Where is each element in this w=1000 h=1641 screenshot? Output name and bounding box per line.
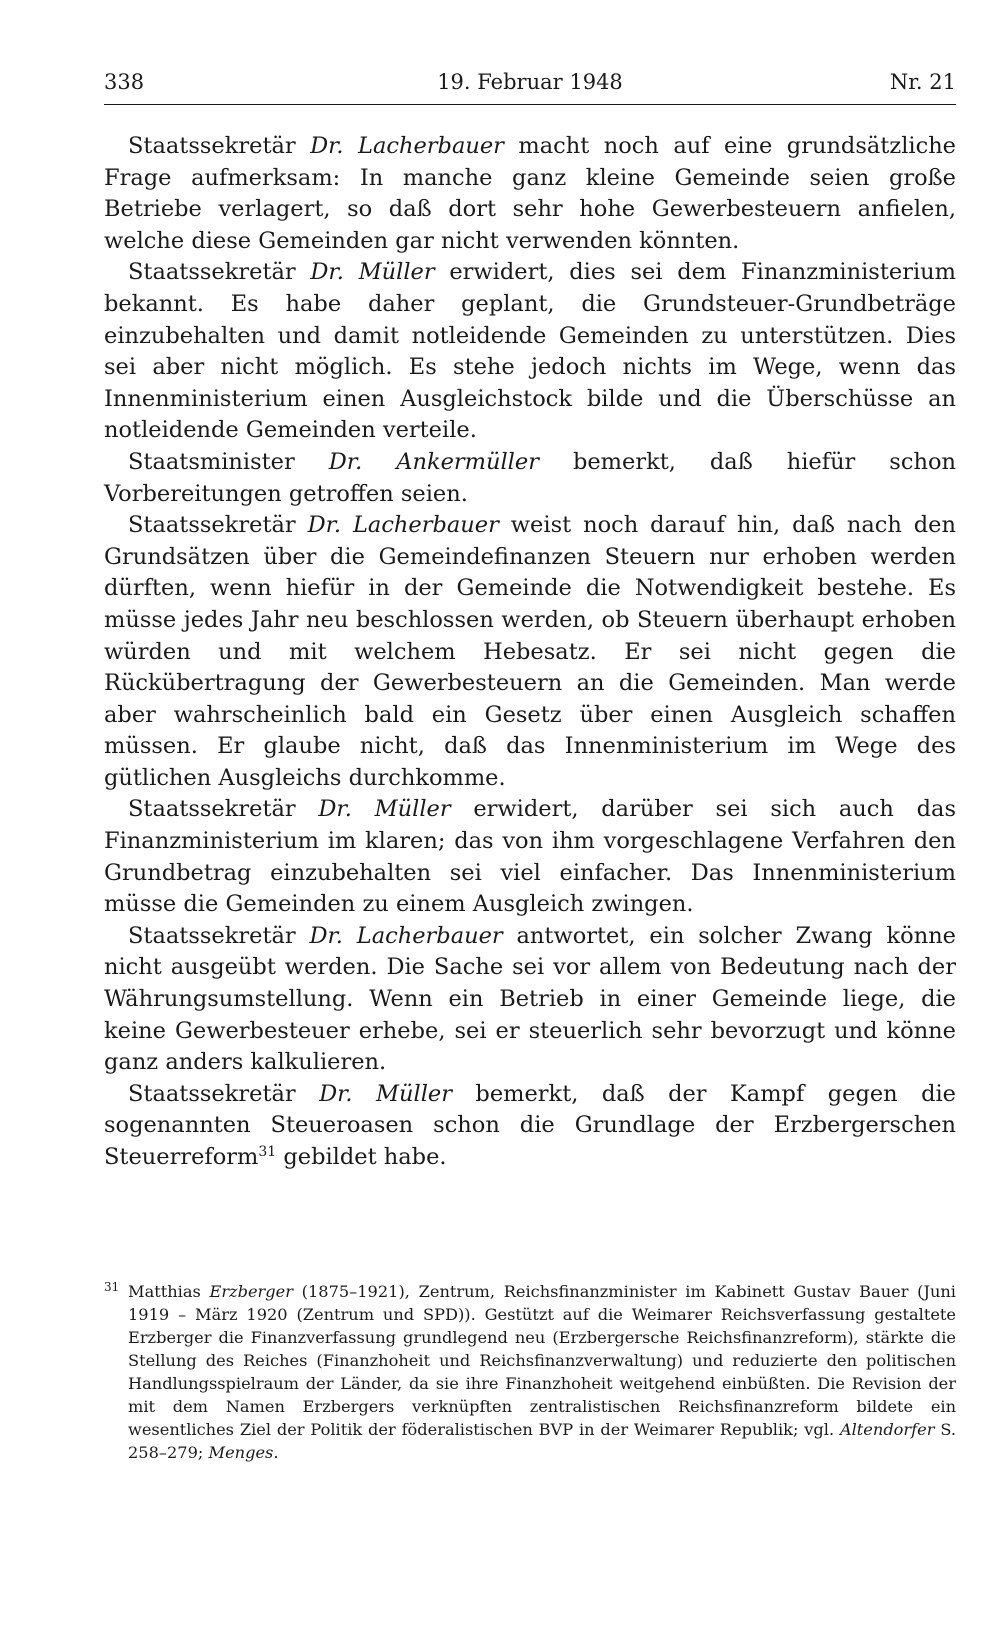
paragraph bbox=[104, 447, 956, 510]
italic-name: Dr. Ankermüller bbox=[328, 448, 539, 475]
text-run: antwortet, ein solcher Zwang könne nicht ausgeübt werden. Die Sache sei vor allem von Bedeutung nach der Währungsumstellung. Wenn ein Betrieb in einer Gemeinde liege, die keine Gewerbesteuer erhebe, sei er steuerlich sehr bevorzugt und könne ganz anders kalkulieren. bbox=[104, 922, 956, 1076]
italic-name: Dr. Müller bbox=[319, 1080, 452, 1107]
text-run: Staatssekretär bbox=[128, 259, 311, 286]
text-run: . bbox=[273, 1443, 279, 1462]
page-number: 338 bbox=[104, 70, 145, 94]
text-run: macht noch auf eine grundsätzliche Frage aufmerksam: In manche ganz kleine Gemeinde seien große Betriebe verlagert, so daß dort sehr hohe Gewerbesteuern anfielen, welche diese Gemeinden gar nicht verwenden könnten. bbox=[104, 133, 956, 254]
footnote: 31 Matthias Erzberger (1875–1921), Zentrum, Reichsfinanzminister im Kabinett Gustav Bauer (Juni 1919 – März 1920 (Zentrum und SPD)). Gestützt auf die Weimarer Reichsverfassung gestaltete Erzberger die Finanzverfassung grundlegend neu (Erzbergersche Reichsfinanzreform), stärkte die Stellung des Reiches (Finanzhoheit und Reichsfinanzverwaltung) und reduzierte den politischen Handlungsspielraum der Länder, da sie ihre Finanzhoheit weitgehend einbüßten. Die Revision der mit dem Namen Erzbergers verknüpften zentralistischen Reichsfinanzreform bildete ein wesentliches Ziel der Politik der föderalistischen BVP in der Weimarer Republik; vgl. Altendorfer S. 258–279; Menges. bbox=[104, 1280, 956, 1462]
text-run: erwidert, dies sei dem Finanzministerium bekannt. Es habe daher geplant, die Grundsteuer-Grundbeträge einzubehalten und damit notleidende Gemeinden zu unterstützen. Dies sei aber nicht möglich. Es stehe jedoch nichts im Wege, wenn das Innenministerium einen Ausgleichstock bilde und die Überschüsse an notleidende Gemeinden verteile. bbox=[104, 259, 956, 444]
text-run: Staatsminister bbox=[128, 448, 329, 475]
text-run: Staatssekretär bbox=[128, 512, 308, 539]
footnotes bbox=[104, 1280, 956, 1464]
italic-name: Dr. Müller bbox=[310, 259, 435, 286]
text-run: bemerkt, daß der Kampf gegen die sogenannten Steueroasen schon die Grundlage der Erzbergerschen Steuerreform bbox=[104, 1080, 956, 1170]
text-run: weist noch darauf hin, daß nach den Grundsätzen über die Gemeindefinanzen Steuern nur erhoben werden dürften, wenn hiefür in der Gemeinde die Notwendigkeit bestehe. Es müsse jedes Jahr neu beschlossen werden, ob Steuern überhaupt erhoben würden und mit welchem Hebesatz. Er sei nicht gegen die Rückübertragung der Gewerbesteuern an die Gemeinden. Man werde aber wahrscheinlich bald ein Gesetz über einen Ausgleich schaffen müssen. Er glaube nicht, daß das Innenministerium im Wege des gütlichen Ausgleichs durchkomme. bbox=[104, 512, 956, 791]
text-run: Matthias bbox=[128, 1282, 210, 1301]
paragraph bbox=[104, 1079, 956, 1174]
text-run: Staatssekretär bbox=[128, 922, 310, 949]
text-run: Staatssekretär bbox=[128, 796, 319, 823]
main-text bbox=[104, 131, 956, 1174]
text-run: gebildet habe. bbox=[276, 1144, 447, 1170]
italic-name: Dr. Lacherbauer bbox=[309, 922, 503, 949]
header-date: 19. Februar 1948 bbox=[437, 70, 623, 94]
paragraph bbox=[104, 510, 956, 794]
italic-name: Dr. Müller bbox=[318, 796, 451, 823]
text-run: Staatssekretär bbox=[128, 1080, 320, 1107]
paragraph bbox=[104, 921, 956, 1079]
italic-name: Menges bbox=[208, 1443, 274, 1462]
page-header bbox=[104, 64, 956, 105]
italic-name: Erzberger bbox=[209, 1282, 293, 1301]
paragraph bbox=[104, 257, 956, 447]
text-run: (1875–1921), Zentrum, Reichsfinanzminister im Kabinett Gustav Bauer (Juni 1919 – März 1920 (Zentrum und SPD)). Gestützt auf die Weimarer Reichsverfassung gestaltete Erzberger die Finanzverfassung grundlegend neu (Erzbergersche Reichsfinanzreform), stärkte die Stellung des Reiches (Finanzhoheit und Reichsfinanzverwaltung) und reduzierte den politischen Handlungsspielraum der Länder, da sie ihre Finanzhoheit weitgehend einbüßten. Die Revision der mit dem Namen Erzbergers verknüpften zentralistischen Reichsfinanzreform bildete ein wesentliches Ziel der Politik der föderalistischen BVP in der Weimarer Republik; vgl. bbox=[128, 1282, 956, 1439]
italic-name: Dr. Lacherbauer bbox=[307, 512, 499, 539]
italic-name: Dr. Lacherbauer bbox=[310, 133, 504, 159]
issue-number: Nr. 21 bbox=[889, 70, 956, 94]
text-run: Staatssekretär bbox=[128, 133, 311, 159]
text-run: erwidert, darüber sei sich auch das Finanzministerium im klaren; das von ihm vorgeschlagene Verfahren den Grundbetrag einzubehalten sei viel einfacher. Das Innenministerium müsse die Gemeinden zu einem Ausgleich zwingen. bbox=[104, 796, 956, 918]
footnote-reference: 31 bbox=[258, 1144, 277, 1160]
paragraph bbox=[104, 131, 956, 257]
text-run: S. 258–279; bbox=[128, 1420, 956, 1462]
italic-name: Altendorfer bbox=[839, 1420, 935, 1439]
paragraph bbox=[104, 794, 956, 920]
text-run: bemerkt, daß hiefür schon Vorbereitungen getroffen seien. bbox=[104, 448, 956, 507]
